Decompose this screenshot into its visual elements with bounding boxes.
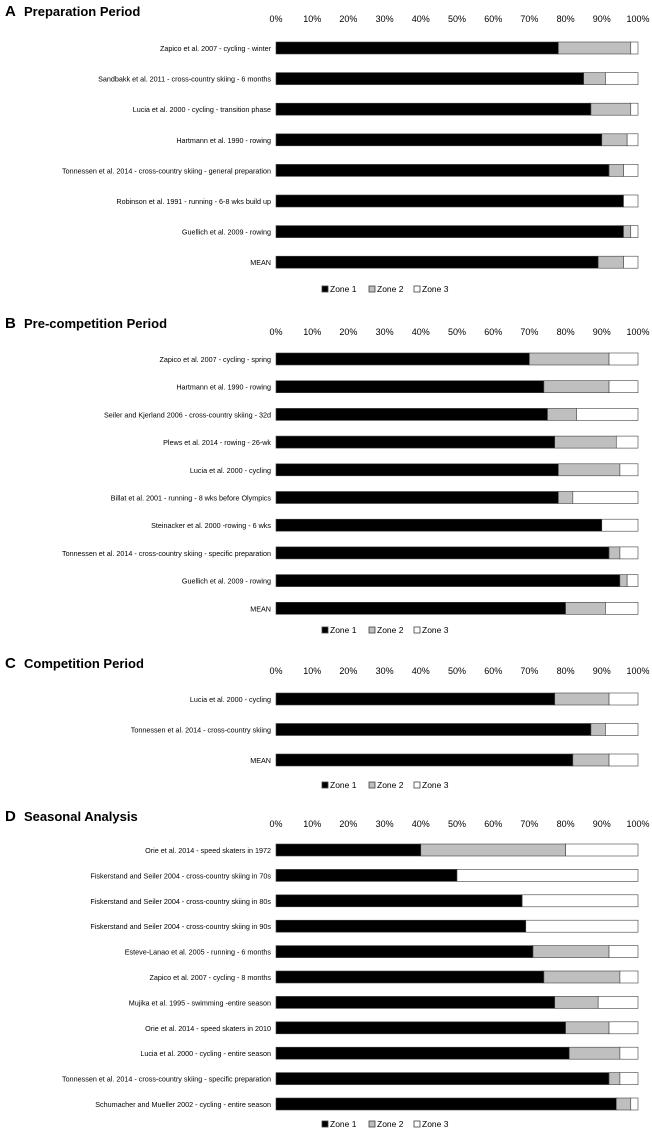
legend-swatch-zone-2 xyxy=(369,1121,375,1127)
bar-segment-zone-3 xyxy=(609,754,638,766)
category-label: Esteve-Lanao et al. 2005 - running - 6 months xyxy=(124,947,271,957)
legend-label: Zone 3 xyxy=(422,1119,449,1129)
bar-segment-zone-2 xyxy=(529,353,609,365)
bar-segment-zone-2 xyxy=(620,575,627,587)
bar-segment-zone-1 xyxy=(276,256,598,268)
bar-segment-zone-3 xyxy=(605,602,638,614)
category-label: Fiskerstand and Seiler 2004 - cross-country skiing in 80s xyxy=(90,896,271,906)
category-label: Schumacher and Mueller 2002 - cycling - entire season xyxy=(95,1100,271,1109)
bar-segment-zone-2 xyxy=(544,971,620,983)
x-tick-label: 50% xyxy=(447,327,467,337)
bar-segment-zone-1 xyxy=(276,971,544,983)
category-label: Fiskerstand and Seiler 2004 - cross-country skiing in 70s xyxy=(90,871,271,881)
bar-segment-zone-1 xyxy=(276,575,620,587)
category-label: Tonnessen et al. 2014 - cross-country skiing xyxy=(130,725,271,735)
bar-segment-zone-2 xyxy=(558,464,620,476)
bar-segment-zone-1 xyxy=(276,134,602,146)
bar-segment-zone-1 xyxy=(276,724,591,736)
x-tick-label: 20% xyxy=(339,666,358,676)
bar-segment-zone-2 xyxy=(624,226,631,238)
bar-segment-zone-3 xyxy=(620,547,638,559)
bar-segment-zone-3 xyxy=(627,575,638,587)
bar-segment-zone-3 xyxy=(631,103,638,115)
panel-title: Preparation Period xyxy=(24,4,141,19)
bar-segment-zone-1 xyxy=(276,164,609,176)
x-tick-label: 80% xyxy=(556,819,575,829)
x-tick-label: 90% xyxy=(592,666,611,676)
bar-segment-zone-1 xyxy=(276,920,526,932)
bar-segment-zone-2 xyxy=(558,42,630,54)
x-tick-label: 100% xyxy=(626,327,650,337)
bar-segment-zone-3 xyxy=(573,492,638,504)
bar-segment-zone-1 xyxy=(276,996,555,1008)
x-tick-label: 40% xyxy=(411,14,430,24)
bar-segment-zone-2 xyxy=(584,73,606,85)
panel-letter: B xyxy=(5,315,16,332)
legend-swatch-zone-1 xyxy=(322,782,328,788)
x-tick-label: 90% xyxy=(592,327,611,337)
category-label: Zapico et al. 2007 - cycling - 8 months xyxy=(149,973,271,982)
x-tick-label: 20% xyxy=(339,819,358,829)
bar-segment-zone-1 xyxy=(276,547,609,559)
x-tick-label: 70% xyxy=(520,14,539,24)
bar-segment-zone-3 xyxy=(566,844,638,856)
x-tick-label: 100% xyxy=(626,14,650,24)
legend-label: Zone 1 xyxy=(330,780,357,790)
bar-segment-zone-3 xyxy=(631,1098,638,1110)
legend-swatch-zone-3 xyxy=(414,286,420,292)
category-label: Tonnessen et al. 2014 - cross-country skiing - specific preparation xyxy=(62,1074,271,1084)
legend-swatch-zone-3 xyxy=(414,627,420,633)
bar-segment-zone-1 xyxy=(276,381,544,393)
bar-segment-zone-2 xyxy=(591,103,631,115)
bar-segment-zone-1 xyxy=(276,693,555,705)
bar-segment-zone-3 xyxy=(576,408,638,420)
legend-label: Zone 2 xyxy=(377,284,404,294)
category-label: Guellich et al. 2009 - rowing xyxy=(181,576,271,586)
panel-letter: D xyxy=(5,808,16,825)
category-label: Lucia et al. 2000 - cycling xyxy=(189,695,271,704)
legend-swatch-zone-3 xyxy=(414,782,420,788)
bar-segment-zone-1 xyxy=(276,895,522,907)
legend-label: Zone 1 xyxy=(330,1119,357,1129)
bar-segment-zone-1 xyxy=(276,408,548,420)
x-tick-label: 60% xyxy=(484,666,503,676)
x-tick-label: 90% xyxy=(592,819,611,829)
category-label: Sandbakk et al. 2011 - cross-country skiing - 6 months xyxy=(98,74,271,84)
x-tick-label: 70% xyxy=(520,327,539,337)
bar-segment-zone-3 xyxy=(631,226,638,238)
x-tick-label: 80% xyxy=(556,14,575,24)
panel-title: Seasonal Analysis xyxy=(24,809,138,824)
bar-segment-zone-3 xyxy=(616,436,638,448)
bar-segment-zone-1 xyxy=(276,844,421,856)
bar-segment-zone-3 xyxy=(624,164,638,176)
bar-segment-zone-2 xyxy=(609,1073,620,1085)
x-tick-label: 10% xyxy=(303,819,322,829)
x-tick-label: 0% xyxy=(269,819,283,829)
bar-segment-zone-1 xyxy=(276,353,529,365)
legend-swatch-zone-1 xyxy=(322,1121,328,1127)
category-label: Mujika et al. 1995 - swimming -entire season xyxy=(128,998,271,1008)
bar-segment-zone-3 xyxy=(609,693,638,705)
x-tick-label: 70% xyxy=(520,819,539,829)
x-tick-label: 30% xyxy=(375,327,394,337)
category-label: Hartmann et al. 1990 - rowing xyxy=(176,382,271,392)
bar-segment-zone-2 xyxy=(555,996,598,1008)
bar-segment-zone-1 xyxy=(276,519,602,531)
x-tick-label: 40% xyxy=(411,666,430,676)
panel-letter: A xyxy=(5,3,16,20)
category-label: Guellich et al. 2009 - rowing xyxy=(181,227,271,237)
bar-segment-zone-3 xyxy=(620,1073,638,1085)
bar-segment-zone-2 xyxy=(598,256,623,268)
bar-segment-zone-3 xyxy=(624,256,638,268)
x-tick-label: 50% xyxy=(447,666,467,676)
bar-segment-zone-2 xyxy=(616,1098,630,1110)
category-label: Fiskerstand and Seiler 2004 - cross-country skiing in 90s xyxy=(90,922,271,932)
bar-segment-zone-1 xyxy=(276,464,558,476)
bar-segment-zone-3 xyxy=(605,73,638,85)
x-tick-label: 100% xyxy=(626,819,650,829)
category-label: Steinacker et al. 2000 -rowing - 6 wks xyxy=(151,521,271,531)
legend-swatch-zone-2 xyxy=(369,286,375,292)
category-label: MEAN xyxy=(250,756,271,765)
bar-segment-zone-3 xyxy=(605,724,638,736)
category-label: Lucia et al. 2000 - cycling - entire season xyxy=(140,1049,271,1059)
bar-segment-zone-3 xyxy=(620,1047,638,1059)
bar-segment-zone-1 xyxy=(276,754,573,766)
category-label: Orie et al. 2014 - speed skaters in 2010 xyxy=(145,1023,271,1033)
category-label: MEAN xyxy=(250,604,271,614)
legend-label: Zone 2 xyxy=(377,780,404,790)
bar-segment-zone-3 xyxy=(631,42,638,54)
x-tick-label: 60% xyxy=(484,14,503,24)
bar-segment-zone-1 xyxy=(276,602,566,614)
x-tick-label: 50% xyxy=(447,819,467,829)
x-tick-label: 10% xyxy=(303,327,322,337)
bar-segment-zone-2 xyxy=(558,492,572,504)
panel-letter: C xyxy=(5,655,16,672)
category-label: MEAN xyxy=(250,258,271,268)
bar-segment-zone-1 xyxy=(276,946,533,958)
bar-segment-zone-1 xyxy=(276,1047,569,1059)
category-label: Zapico et al. 2007 - cycling - spring xyxy=(159,355,271,364)
bar-segment-zone-3 xyxy=(620,464,638,476)
bar-segment-zone-3 xyxy=(627,134,638,146)
bar-segment-zone-2 xyxy=(544,381,609,393)
category-label: Hartmann et al. 1990 - rowing xyxy=(176,135,271,145)
x-tick-label: 20% xyxy=(339,14,358,24)
x-tick-label: 80% xyxy=(556,666,575,676)
bar-segment-zone-2 xyxy=(569,1047,620,1059)
x-tick-label: 30% xyxy=(375,666,394,676)
category-label: Zapico et al. 2007 - cycling - winter xyxy=(159,44,271,53)
bar-segment-zone-3 xyxy=(602,519,638,531)
x-tick-label: 90% xyxy=(592,14,611,24)
bar-segment-zone-2 xyxy=(573,754,609,766)
legend-swatch-zone-3 xyxy=(414,1121,420,1127)
bar-segment-zone-2 xyxy=(566,602,606,614)
bar-segment-zone-2 xyxy=(566,1022,609,1034)
legend-label: Zone 1 xyxy=(330,284,357,294)
category-label: Lucia et al. 2000 - cycling xyxy=(189,465,271,475)
bar-segment-zone-2 xyxy=(602,134,627,146)
bar-segment-zone-3 xyxy=(609,353,638,365)
category-label: Seiler and Kjerland 2006 - cross-country skiing - 32d xyxy=(104,410,271,420)
bar-segment-zone-2 xyxy=(609,547,620,559)
x-tick-label: 70% xyxy=(520,666,539,676)
legend-swatch-zone-2 xyxy=(369,782,375,788)
category-label: Tonnessen et al. 2014 - cross-country skiing - specific preparation xyxy=(62,548,271,558)
bar-segment-zone-3 xyxy=(522,895,638,907)
bar-segment-zone-1 xyxy=(276,73,584,85)
legend-swatch-zone-2 xyxy=(369,627,375,633)
bar-segment-zone-1 xyxy=(276,492,558,504)
legend-label: Zone 2 xyxy=(377,625,404,635)
bar-segment-zone-3 xyxy=(598,996,638,1008)
x-tick-label: 100% xyxy=(626,666,650,676)
bar-segment-zone-3 xyxy=(609,381,638,393)
bar-segment-zone-2 xyxy=(533,946,609,958)
x-tick-label: 40% xyxy=(411,327,430,337)
x-tick-label: 0% xyxy=(269,327,283,337)
bar-segment-zone-3 xyxy=(609,1022,638,1034)
x-tick-label: 60% xyxy=(484,819,503,829)
x-tick-label: 50% xyxy=(447,14,467,24)
category-label: Robinson et al. 1991 - running - 6-8 wks build up xyxy=(116,197,271,206)
bar-segment-zone-3 xyxy=(526,920,638,932)
category-label: Lucia et al. 2000 - cycling - transition phase xyxy=(132,105,271,115)
category-label: Tonnessen et al. 2014 - cross-country skiing - general preparation xyxy=(62,166,271,176)
legend-label: Zone 3 xyxy=(422,780,449,790)
x-tick-label: 0% xyxy=(269,14,283,24)
legend-label: Zone 1 xyxy=(330,625,357,635)
bar-segment-zone-1 xyxy=(276,226,624,238)
x-tick-label: 60% xyxy=(484,327,503,337)
bar-segment-zone-1 xyxy=(276,869,457,881)
bar-segment-zone-2 xyxy=(555,436,617,448)
bar-segment-zone-2 xyxy=(421,844,566,856)
x-tick-label: 30% xyxy=(375,819,394,829)
bar-segment-zone-1 xyxy=(276,103,591,115)
bar-segment-zone-1 xyxy=(276,42,558,54)
legend-swatch-zone-1 xyxy=(322,286,328,292)
bar-segment-zone-1 xyxy=(276,1098,616,1110)
x-tick-label: 30% xyxy=(375,14,394,24)
x-tick-label: 0% xyxy=(269,666,283,676)
bar-segment-zone-3 xyxy=(620,971,638,983)
bar-segment-zone-2 xyxy=(591,724,605,736)
bar-segment-zone-3 xyxy=(624,195,638,207)
bar-segment-zone-1 xyxy=(276,436,555,448)
x-tick-label: 20% xyxy=(339,327,358,337)
bar-segment-zone-2 xyxy=(555,693,609,705)
bar-segment-zone-3 xyxy=(457,869,638,881)
legend-swatch-zone-1 xyxy=(322,627,328,633)
category-label: Plews et al. 2014 - rowing - 26-wk xyxy=(163,438,271,448)
legend-label: Zone 2 xyxy=(377,1119,404,1129)
bar-segment-zone-3 xyxy=(609,946,638,958)
bar-segment-zone-2 xyxy=(609,164,623,176)
legend-label: Zone 3 xyxy=(422,284,449,294)
bar-segment-zone-2 xyxy=(548,408,577,420)
x-tick-label: 10% xyxy=(303,14,322,24)
x-tick-label: 10% xyxy=(303,666,322,676)
panel-title: Competition Period xyxy=(24,656,144,671)
panel-title: Pre-competition Period xyxy=(24,316,168,331)
x-tick-label: 80% xyxy=(556,327,575,337)
category-label: Orie et al. 2014 - speed skaters in 1972 xyxy=(145,846,271,855)
category-label: Billat et al. 2001 - running - 8 wks before Olympics xyxy=(110,493,271,503)
bar-segment-zone-1 xyxy=(276,1022,566,1034)
bar-segment-zone-1 xyxy=(276,195,624,207)
x-tick-label: 40% xyxy=(411,819,430,829)
legend-label: Zone 3 xyxy=(422,625,449,635)
bar-segment-zone-1 xyxy=(276,1073,609,1085)
